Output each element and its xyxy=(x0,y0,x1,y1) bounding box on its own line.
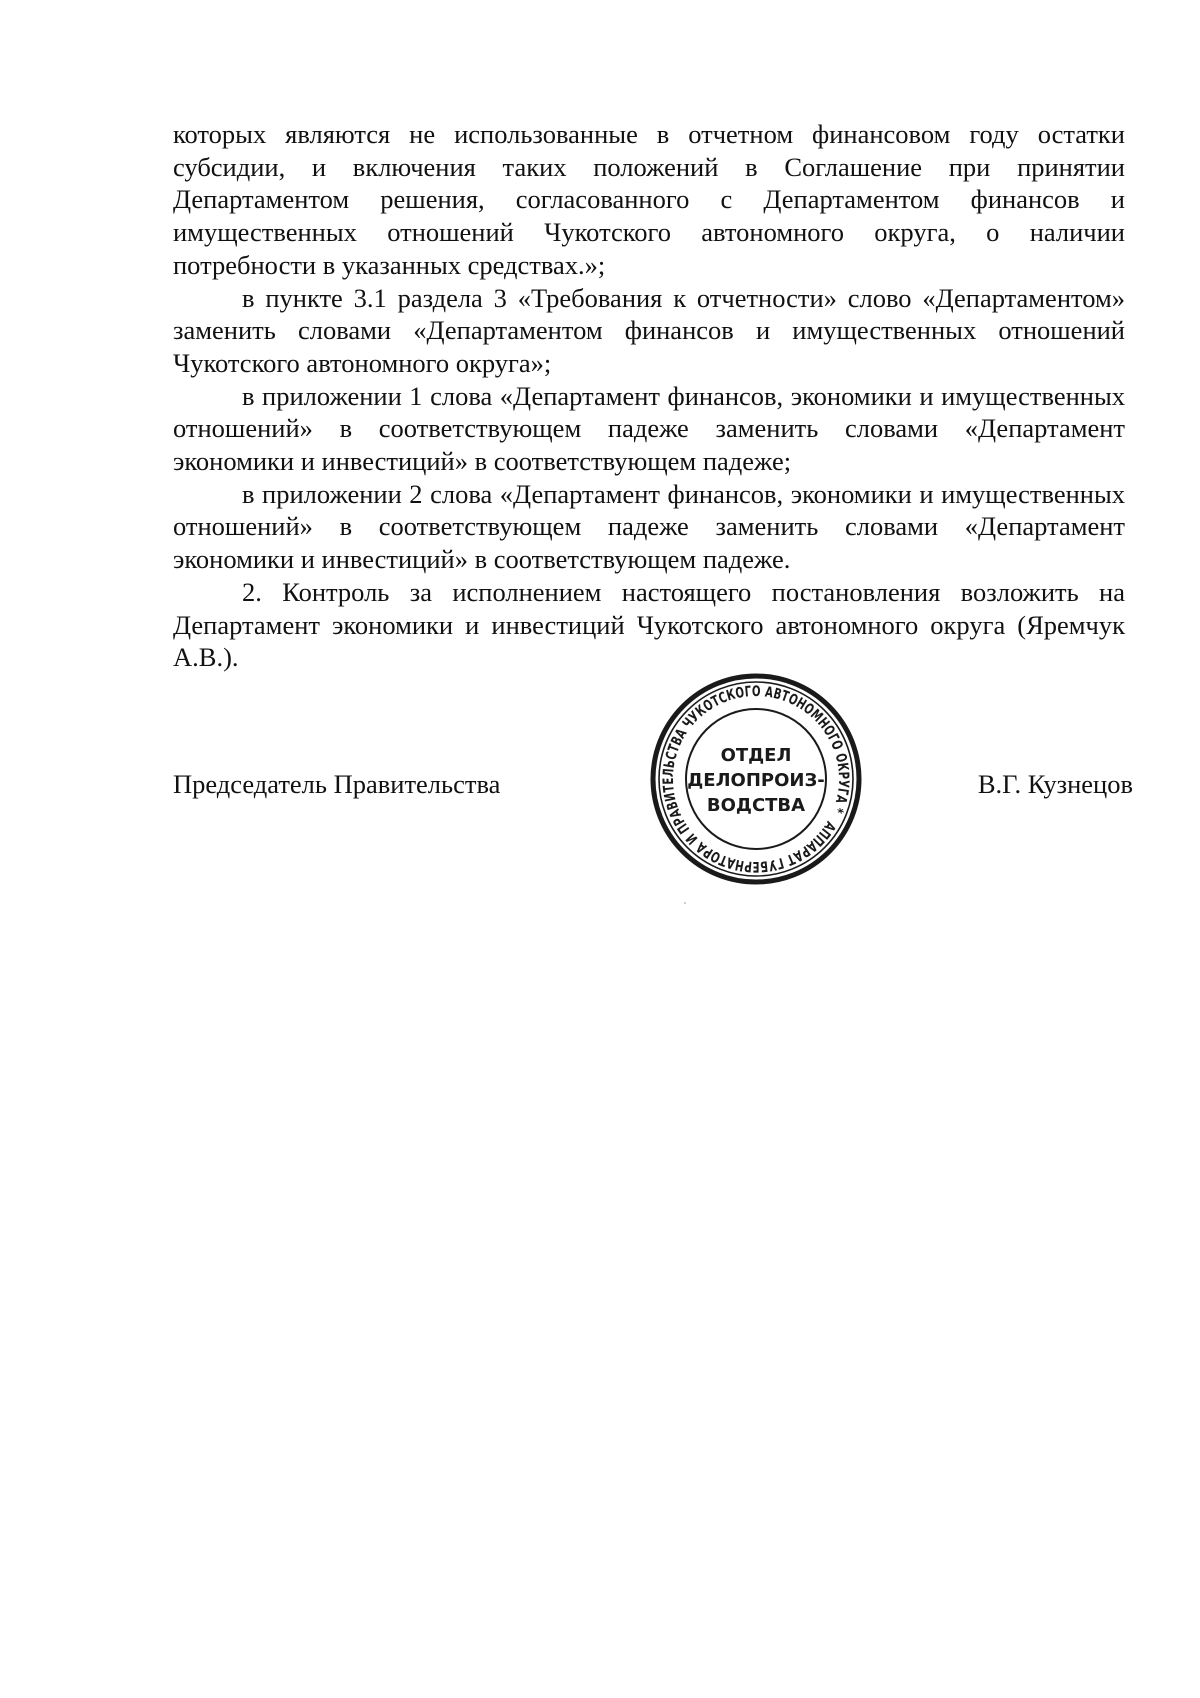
document-body xyxy=(173,118,1125,674)
paragraph-appendix-2: в приложении 2 слова «Департамент финансов, экономики и имущественных отношений» в соответствующем падеже заменить словами «Департамент экономики и инвестиций» в соответствующем падеже. xyxy=(173,478,1125,575)
official-seal-stamp xyxy=(645,668,867,890)
scan-speck xyxy=(684,902,686,904)
seal-center-line-1: ОТДЕЛ xyxy=(720,745,792,766)
seal-graphic xyxy=(645,668,867,890)
signatory-name: В.Г. Кузнецов xyxy=(977,769,1133,799)
paragraph-appendix-1: в приложении 1 слова «Департамент финансов, экономики и имущественных отношений» в соответствующем падеже заменить словами «Департамент экономики и инвестиций» в соответствующем падеже; xyxy=(173,380,1125,477)
paragraph-control-clause: 2. Контроль за исполнением настоящего постановления возложить на Департамент экономики и инвестиций Чукотского автономного округа (Яремчук А.В.). xyxy=(173,576,1125,673)
seal-center-line-2: ДЕЛОПРОИЗ- xyxy=(687,770,825,791)
seal-center-line-3: ВОДСТВА xyxy=(706,795,806,816)
seal-ring-text: АППАРАТ ГУБЕРНАТОРА И ПРАВИТЕЛЬСТВА ЧУКОТСКОГО АВТОНОМНОГО ОКРУГА * xyxy=(660,683,852,875)
signatory-title: Председатель Правительства xyxy=(173,769,501,799)
paragraph-continuation: которых являются не использованные в отчетном финансовом году остатки субсидии, и включения таких положений в Соглашение при принятии Департаментом решения, согласованного с Департаментом финансов и имущественных отношений Чукотского автономного округа, о наличии потребности в указанных средствах.»; xyxy=(173,119,1125,280)
paragraph-item-3-1: в пункте 3.1 раздела 3 «Требования к отчетности» слово «Департаментом» заменить словами «Департаментом финансов и имущественных отношений Чукотского автономного округа»; xyxy=(173,282,1125,378)
